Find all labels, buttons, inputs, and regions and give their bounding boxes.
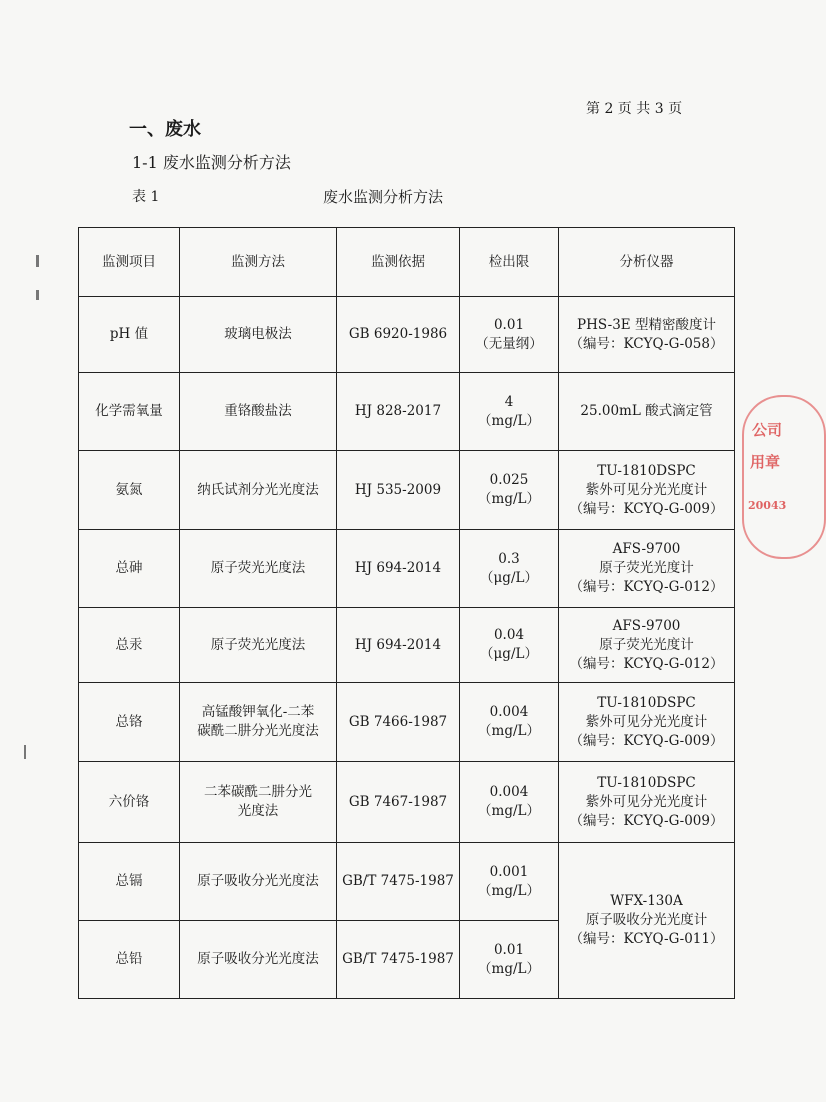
instrument-line: （编号：KCYQ-G-009）	[569, 812, 724, 829]
page-number: 第 2 页 共 3 页	[586, 101, 683, 117]
limit-unit: （mg/L）	[478, 723, 540, 739]
method-line: 高锰酸钾氧化-二苯	[201, 704, 315, 720]
cell-limit	[460, 373, 559, 451]
cell-instrument	[559, 373, 735, 451]
cell-limit	[460, 843, 559, 921]
method-line: 碳酰二肼分光光度法	[197, 723, 319, 739]
table-row	[79, 451, 735, 530]
table-row	[79, 762, 735, 843]
instrument-line: （编号：KCYQ-G-009）	[569, 732, 724, 749]
cell-standard: GB 7466-1987	[337, 683, 460, 762]
cell-item: 总砷	[79, 530, 180, 608]
method-line: 重铬酸盐法	[224, 403, 292, 419]
limit-value: 0.025	[489, 472, 529, 488]
cell-standard: GB 6920-1986	[337, 297, 460, 373]
methods-table	[78, 227, 735, 999]
limit-unit: （mg/L）	[478, 803, 540, 819]
method-line: 原子荧光光度法	[210, 636, 306, 653]
limit-value: 0.01	[493, 941, 525, 958]
limit-value: 0.001	[489, 863, 529, 880]
instrument-line: TU-1810DSPC	[597, 774, 696, 791]
limit-value: 0.04	[493, 627, 525, 643]
cell-method	[180, 608, 337, 683]
limit-unit: （μg/L）	[480, 646, 538, 662]
limit-value: 0.004	[489, 704, 529, 720]
cell-limit	[460, 762, 559, 843]
cell-limit	[460, 608, 559, 683]
instrument-line: （编号：KCYQ-G-009）	[569, 500, 724, 517]
cell-instrument	[559, 608, 735, 683]
cell-method	[180, 451, 337, 530]
method-line: 二苯碳酰二肼分光	[204, 784, 312, 800]
instrument-line: （编号：KCYQ-G-012）	[569, 579, 724, 595]
instrument-line: TU-1810DSPC	[597, 462, 696, 479]
cell-instrument	[559, 683, 735, 762]
limit-unit: （mg/L）	[478, 882, 540, 899]
cell-instrument	[559, 297, 735, 373]
stamp-text: 20043	[748, 499, 787, 512]
cell-instrument	[559, 530, 735, 608]
instrument-line: 紫外可见分光光度计	[585, 481, 708, 498]
company-seal-stamp	[742, 395, 826, 559]
method-line: 原子吸收分光光度法	[197, 951, 319, 967]
stamp-text: 公司	[752, 421, 783, 439]
limit-unit: （mg/L）	[478, 960, 540, 977]
header-limit: 检出限	[460, 228, 559, 297]
limit-value: 0.3	[498, 550, 520, 567]
table-row	[79, 683, 735, 762]
subsection-title: 1-1 废水监测分析方法	[132, 153, 291, 172]
method-line: 玻璃电极法	[224, 326, 292, 342]
stamp-text: 用章	[750, 453, 781, 471]
cell-instrument-merged	[559, 843, 735, 999]
instrument-line: 紫外可见分光光度计	[585, 713, 708, 730]
instrument-line: 紫外可见分光光度计	[585, 793, 708, 810]
method-line: 光度法	[237, 803, 279, 819]
table-row	[79, 843, 735, 921]
method-line: 原子吸收分光光度法	[197, 873, 319, 889]
cell-limit	[460, 683, 559, 762]
limit-unit: （μg/L）	[480, 569, 538, 586]
section-title: 一、废水	[129, 119, 201, 140]
cell-method	[180, 762, 337, 843]
method-line: 原子荧光光度法	[210, 560, 306, 576]
cell-method	[180, 921, 337, 999]
instrument-line: 25.00mL 酸式滴定管	[580, 403, 713, 419]
instrument-line: （编号：KCYQ-G-012）	[569, 655, 724, 672]
limit-unit: （无量纲）	[475, 335, 543, 352]
instrument-line: PHS-3E 型精密酸度计	[577, 316, 716, 333]
instrument-line: 原子荧光光度计	[599, 560, 694, 576]
limit-value: 0.01	[493, 316, 525, 333]
instrument-line: AFS-9700	[612, 617, 681, 634]
cell-method	[180, 843, 337, 921]
cell-instrument	[559, 762, 735, 843]
cell-standard: HJ 694-2014	[337, 530, 460, 608]
cell-item: 化学需氧量	[79, 373, 180, 451]
cell-method	[180, 297, 337, 373]
header-instrument: 分析仪器	[559, 228, 735, 297]
cell-item: pH 值	[79, 297, 180, 373]
instrument-line: TU-1810DSPC	[597, 694, 696, 711]
cell-item: 总汞	[79, 608, 180, 683]
instrument-line: WFX-130A	[610, 893, 683, 909]
cell-standard: HJ 828-2017	[337, 373, 460, 451]
cell-limit	[460, 451, 559, 530]
cell-item: 总镉	[79, 843, 180, 921]
table-row	[79, 530, 735, 608]
scan-mark	[36, 255, 39, 267]
cell-instrument	[559, 451, 735, 530]
table-caption-title: 废水监测分析方法	[323, 188, 444, 206]
cell-limit	[460, 530, 559, 608]
limit-unit: （mg/L）	[478, 412, 540, 429]
cell-item: 总铬	[79, 683, 180, 762]
method-line: 纳氏试剂分光光度法	[197, 481, 319, 498]
cell-method	[180, 530, 337, 608]
instrument-line: 原子吸收分光光度计	[585, 912, 708, 928]
limit-value: 4	[504, 393, 514, 410]
cell-method	[180, 683, 337, 762]
table-row	[79, 608, 735, 683]
header-method: 监测方法	[180, 228, 337, 297]
cell-limit	[460, 921, 559, 999]
instrument-line: AFS-9700	[612, 541, 681, 557]
header-item: 监测项目	[79, 228, 180, 297]
cell-item: 氨氮	[79, 451, 180, 530]
cell-limit	[460, 297, 559, 373]
cell-item: 总铅	[79, 921, 180, 999]
scan-mark	[36, 290, 39, 300]
header-standard: 监测依据	[337, 228, 460, 297]
cell-standard: GB/T 7475-1987	[337, 921, 460, 999]
instrument-line: （编号：KCYQ-G-058）	[569, 335, 724, 352]
table-row	[79, 297, 735, 373]
instrument-line: 原子荧光光度计	[599, 636, 694, 653]
cell-method	[180, 373, 337, 451]
cell-item: 六价铬	[79, 762, 180, 843]
cell-standard: GB 7467-1987	[337, 762, 460, 843]
table-row	[79, 373, 735, 451]
cell-standard: HJ 694-2014	[337, 608, 460, 683]
table-caption-label: 表 1	[132, 189, 160, 205]
limit-value: 0.004	[489, 784, 529, 800]
scan-mark	[24, 745, 26, 759]
cell-standard: GB/T 7475-1987	[337, 843, 460, 921]
table-header-row	[79, 228, 735, 297]
instrument-line: （编号：KCYQ-G-011）	[569, 931, 724, 947]
limit-unit: （mg/L）	[478, 491, 540, 507]
cell-standard: HJ 535-2009	[337, 451, 460, 530]
